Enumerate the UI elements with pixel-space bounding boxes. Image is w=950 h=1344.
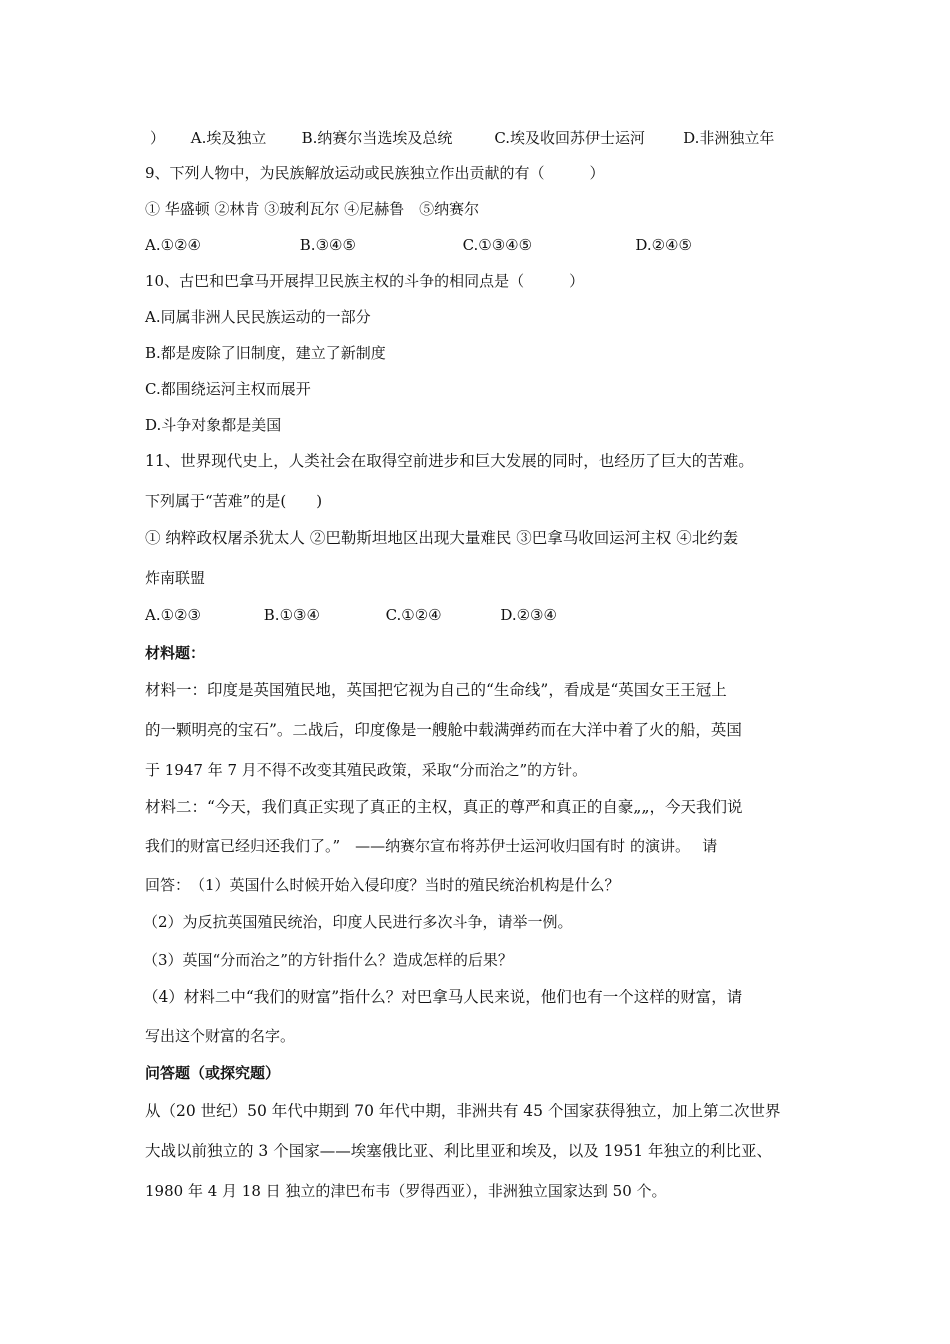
material-one-line1: 材料一：印度是英国殖民地，英国把它视为自己的“生命线”，看成是“英国女王王冠上 [145,681,727,699]
material-question-4-cont: 写出这个财富的名字。 [145,1027,296,1045]
q9-options-line [145,235,692,255]
essay-heading: 问答题（或探究题） [145,1064,281,1082]
q9-option-c: C.①③④⑤ [462,236,533,254]
q8-option-a: A.埃及独立 [190,129,267,147]
essay-line2: 大战以前独立的 3 个国家——埃塞俄比亚、利比里亚和埃及，以及 1951 年独立的利比亚、 [145,1142,773,1160]
q8-tail: ） [150,129,166,147]
q11-option-d: D.②③④ [500,606,557,624]
q11-options-line [145,605,557,625]
q10-option-b: B.都是废除了旧制度，建立了新制度 [145,344,386,362]
material-two-line2: 我们的财富已经归还我们了。” ——纳赛尔宣布将苏伊士运河收归国有时 的演讲。 请 [145,837,718,855]
q9-stem: 9、下列人物中，为民族解放运动或民族独立作出贡献的有（ ） [145,164,605,182]
q9-option-d: D.②④⑤ [635,236,692,254]
material-question-4: （4）材料二中“我们的财富”指什么？对巴拿马人民来说，他们也有一个这样的财富，请 [143,988,743,1006]
q8-option-d: D.非洲独立年 [683,129,775,147]
material-question-1: 回答： （1）英国什么时候开始入侵印度？当时的殖民统治机构是什么？ [145,876,620,894]
q11-option-c: C.①②④ [385,606,442,624]
material-heading: 材料题： [145,644,206,662]
material-two-line1: 材料二：“今天，我们真正实现了真正的主权，真正的尊严和真正的自豪„„，今天我们说 [145,798,743,816]
q11-stem-line2: 下列属于“苦难”的是( ) [145,492,323,510]
q11-option-a: A.①②③ [145,606,201,624]
essay-line1: 从（20 世纪）50 年代中期到 70 年代中期，非洲共有 45 个国家获得独立，加上第二次世界 [145,1102,781,1120]
q8-option-c: C.埃及收回苏伊士运河 [494,129,646,147]
essay-line3: 1980 年 4 月 18 日 独立的津巴布韦（罗得西亚），非洲独立国家达到 50 个。 [145,1182,667,1200]
q11-items-line2: 炸南联盟 [145,569,206,587]
q9-option-b: B.③④⑤ [299,236,356,254]
q10-option-d: D.斗争对象都是美国 [145,416,282,434]
material-one-line3: 于 1947 年 7 月不得不改变其殖民政策，采取“分而治之”的方针。 [145,761,588,779]
material-question-2: （2）为反抗英国殖民统治，印度人民进行多次斗争，请举一例。 [143,913,573,931]
q8-options-line [150,128,774,148]
q8-option-b: B.纳赛尔当选埃及总统 [301,129,453,147]
q9-option-a: A.①②④ [145,236,201,254]
q10-option-c: C.都围绕运河主权而展开 [145,380,311,398]
q11-items-line1: ① 纳粹政权屠杀犹太人 ②巴勒斯坦地区出现大量难民 ③巴拿马收回运河主权 ④北约轰 [145,529,739,547]
q10-stem: 10、古巴和巴拿马开展捍卫民族主权的斗争的相同点是（ ） [145,272,585,290]
q11-stem-line1: 11、世界现代史上，人类社会在取得空前进步和巨大发展的同时，也经历了巨大的苦难。 [145,452,754,470]
q10-option-a: A.同属非洲人民民族运动的一部分 [145,308,371,326]
q11-option-b: B.①③④ [263,606,320,624]
q9-items: ① 华盛顿 ②林肯 ③玻利瓦尔 ④尼赫鲁 ⑤纳赛尔 [145,200,480,218]
material-question-3: （3）英国“分而治之”的方针指什么？造成怎样的后果？ [143,951,513,969]
material-one-line2: 的一颗明亮的宝石”。二战后，印度像是一艘舱中载满弹药而在大洋中着了火的船，英国 [145,721,742,739]
